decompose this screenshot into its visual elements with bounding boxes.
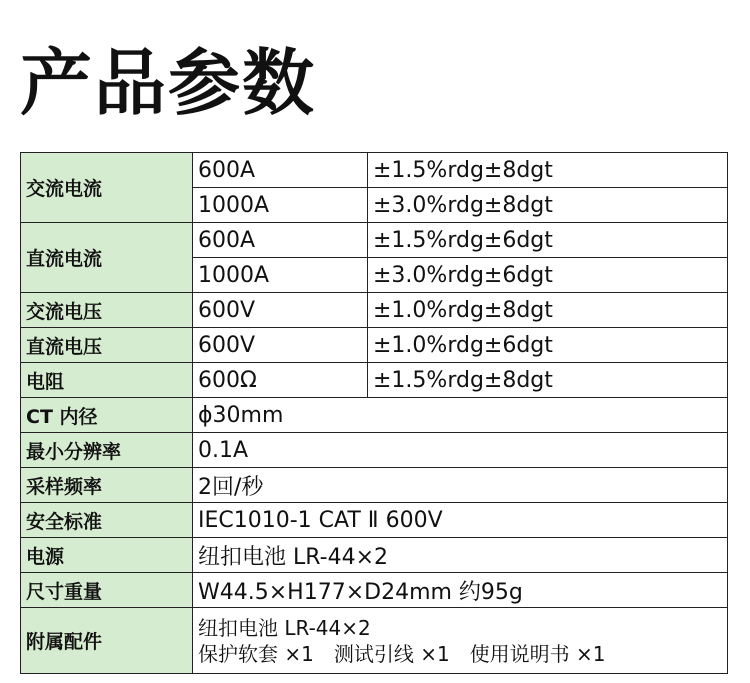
table-row (21, 573, 728, 608)
table-row (21, 398, 728, 433)
dimensions-value: W44.5×H177×D24mm 约95g (193, 573, 728, 608)
power-value: 纽扣电池 LR-44×2 (193, 538, 728, 573)
label-dimensions: 尺寸重量 (21, 573, 193, 608)
label-accessories: 附属配件 (21, 608, 193, 674)
dc-voltage-accuracy: ±1.0%rdg±6dgt (368, 328, 728, 363)
table-row (21, 503, 728, 538)
label-ac-current: 交流电流 (21, 153, 193, 223)
label-min-resolution: 最小分辨率 (21, 433, 193, 468)
ct-diameter-value: ϕ30mm (193, 398, 728, 433)
label-power: 电源 (21, 538, 193, 573)
table-row (21, 153, 728, 188)
ac-current-accuracy-1: ±1.5%rdg±8dgt (368, 153, 728, 188)
dc-current-range-1: 600A (193, 223, 368, 258)
label-ac-voltage: 交流电压 (21, 293, 193, 328)
dc-current-range-2: 1000A (193, 258, 368, 293)
sample-rate-value: 2回/秒 (193, 468, 728, 503)
label-dc-voltage: 直流电压 (21, 328, 193, 363)
label-sample-rate: 采样频率 (21, 468, 193, 503)
safety-value: IEC1010-1 CAT Ⅱ 600V (193, 503, 728, 538)
label-resistance: 电阻 (21, 363, 193, 398)
resistance-accuracy: ±1.5%rdg±8dgt (368, 363, 728, 398)
table-row (21, 468, 728, 503)
label-safety: 安全标准 (21, 503, 193, 538)
table-row (21, 608, 728, 674)
table-row (21, 223, 728, 258)
spec-table (20, 152, 728, 674)
ac-voltage-accuracy: ±1.0%rdg±8dgt (368, 293, 728, 328)
table-row (21, 363, 728, 398)
accessories-line-1: 纽扣电池 LR-44×2 (198, 615, 371, 640)
ac-current-range-1: 600A (193, 153, 368, 188)
table-row (21, 293, 728, 328)
ac-current-range-2: 1000A (193, 188, 368, 223)
dc-current-accuracy-2: ±3.0%rdg±6dgt (368, 258, 728, 293)
label-dc-current: 直流电流 (21, 223, 193, 293)
page-title: 产品参数 (20, 41, 317, 125)
min-resolution-value: 0.1A (193, 433, 728, 468)
dc-voltage-range: 600V (193, 328, 368, 363)
table-row (21, 433, 728, 468)
ac-voltage-range: 600V (193, 293, 368, 328)
label-ct-diameter: CT 内径 (21, 398, 193, 433)
accessories-line-2: 保护软套 ×1 测试引线 ×1 使用说明书 ×1 (198, 641, 606, 666)
dc-current-accuracy-1: ±1.5%rdg±6dgt (368, 223, 728, 258)
resistance-range: 600Ω (193, 363, 368, 398)
table-row (21, 328, 728, 363)
table-row (21, 538, 728, 573)
ac-current-accuracy-2: ±3.0%rdg±8dgt (368, 188, 728, 223)
accessories-value (193, 608, 728, 674)
